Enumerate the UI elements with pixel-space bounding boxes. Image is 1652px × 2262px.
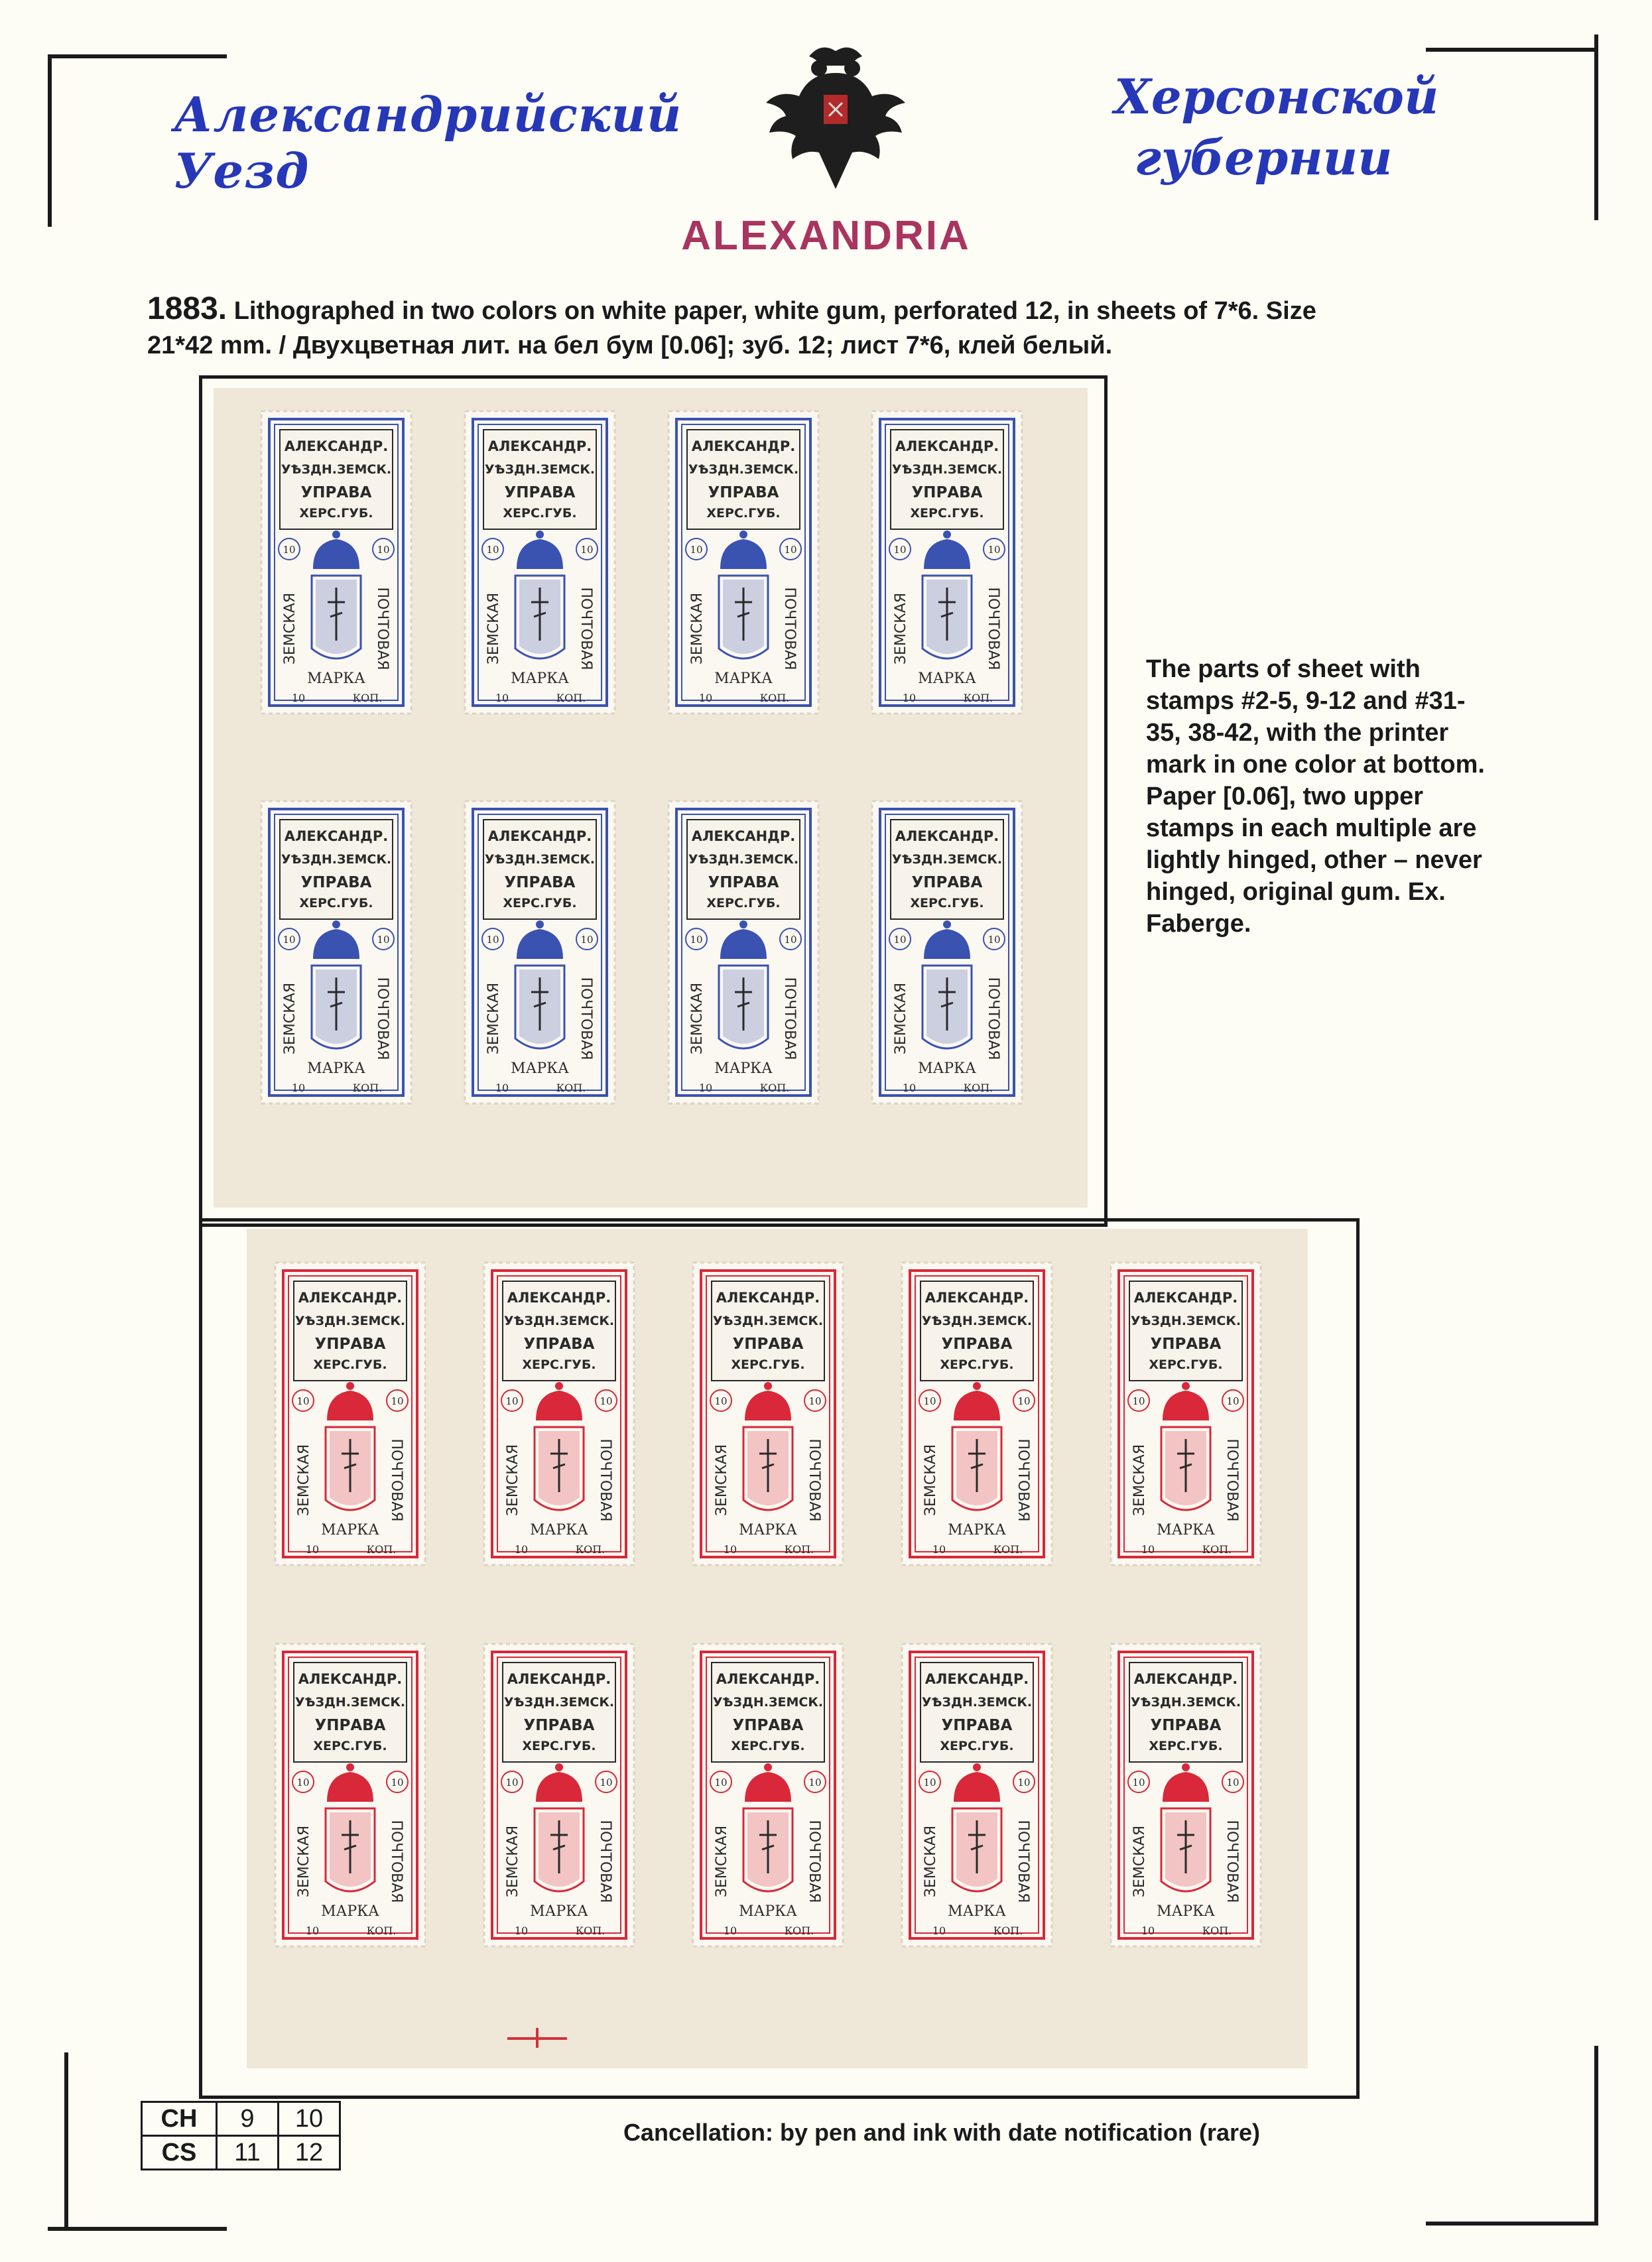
catalog-table	[141, 2101, 341, 2170]
svg-text:УПРАВА: УПРАВА	[911, 484, 983, 501]
svg-text:АЛЕКСАНДР.: АЛЕКСАНДР.	[298, 1290, 403, 1306]
svg-text:УПРАВА: УПРАВА	[708, 484, 779, 501]
svg-text:КОП.: КОП.	[784, 1543, 814, 1556]
svg-text:10: 10	[514, 1543, 529, 1556]
svg-text:УПРАВА: УПРАВА	[941, 1336, 1013, 1353]
svg-text:АЛЕКСАНДР.: АЛЕКСАНДР.	[691, 828, 796, 844]
svg-text:ЗЕМСКАЯ: ЗЕМСКАЯ	[282, 592, 298, 665]
svg-text:МАРКА: МАРКА	[948, 1903, 1006, 1920]
svg-text:10: 10	[391, 1777, 404, 1789]
svg-text:10: 10	[723, 1543, 737, 1556]
svg-text:ЗЕМСКАЯ: ЗЕМСКАЯ	[1131, 1825, 1148, 1898]
svg-text:МАРКА: МАРКА	[321, 1522, 379, 1539]
corner-bracket-bottom-right-h	[1426, 2222, 1598, 2226]
svg-text:10: 10	[296, 1777, 310, 1789]
svg-text:10: 10	[291, 692, 306, 704]
intro-text	[147, 292, 1527, 363]
catalog-value: 11	[217, 2136, 279, 2170]
svg-text:ХЕРС.ГУБ.: ХЕРС.ГУБ.	[1149, 1739, 1223, 1753]
stamp	[901, 1643, 1053, 1948]
svg-text:МАРКА: МАРКА	[511, 670, 569, 687]
svg-text:УѢЗДН.ЗЕМСК.: УѢЗДН.ЗЕМСК.	[484, 462, 596, 477]
stamp	[871, 800, 1023, 1105]
svg-text:ПОЧТОВАЯ: ПОЧТОВАЯ	[1015, 1820, 1031, 1903]
svg-text:КОП.: КОП.	[993, 1924, 1023, 1937]
svg-text:УѢЗДН.ЗЕМСК.: УѢЗДН.ЗЕМСК.	[281, 462, 392, 477]
stamp	[464, 800, 616, 1105]
header-district-script: Александрийский Уезд	[174, 86, 682, 199]
svg-text:УПРАВА: УПРАВА	[911, 874, 983, 891]
svg-text:МАРКА: МАРКА	[530, 1522, 588, 1539]
svg-text:УѢЗДН.ЗЕМСК.: УѢЗДН.ЗЕМСК.	[294, 1314, 406, 1328]
svg-text:МАРКА: МАРКА	[739, 1903, 797, 1920]
svg-text:10: 10	[1017, 1777, 1031, 1789]
svg-text:ХЕРС.ГУБ.: ХЕРС.ГУБ.	[940, 1739, 1014, 1753]
intro-line1-text: Lithographed in two colors on white paper, white gum, perforated 12, in sheets of 7*6. Size	[233, 297, 1316, 325]
svg-text:10: 10	[495, 692, 509, 704]
svg-text:ХЕРС.ГУБ.: ХЕРС.ГУБ.	[299, 896, 373, 911]
catalog-row	[142, 2136, 340, 2170]
cancellation-note: Cancellation: by pen and ink with date notification (rare)	[623, 2119, 1261, 2146]
svg-text:ХЕРС.ГУБ.: ХЕРС.ГУБ.	[910, 896, 984, 911]
svg-text:ЗЕМСКАЯ: ЗЕМСКАЯ	[296, 1444, 312, 1517]
svg-text:10: 10	[600, 1395, 613, 1407]
svg-text:АЛЕКСАНДР.: АЛЕКСАНДР.	[1133, 1671, 1238, 1687]
svg-text:УПРАВА: УПРАВА	[300, 874, 372, 891]
svg-text:ХЕРС.ГУБ.: ХЕРС.ГУБ.	[910, 506, 984, 521]
svg-text:КОП.: КОП.	[963, 1082, 993, 1094]
svg-text:10: 10	[1226, 1395, 1239, 1407]
svg-text:КОП.: КОП.	[1202, 1543, 1232, 1556]
svg-text:10: 10	[305, 1924, 320, 1937]
svg-text:ПОЧТОВАЯ: ПОЧТОВАЯ	[985, 977, 1001, 1060]
svg-text:УПРАВА: УПРАВА	[941, 1717, 1013, 1734]
svg-text:УѢЗДН.ЗЕМСК.: УѢЗДН.ЗЕМСК.	[891, 852, 1003, 867]
svg-text:УПРАВА: УПРАВА	[300, 484, 372, 501]
corner-bracket-top-left-h	[48, 54, 227, 58]
stamp	[260, 410, 413, 715]
intro-year: 1883.	[147, 291, 227, 326]
svg-text:10: 10	[486, 934, 499, 946]
svg-text:УПРАВА: УПРАВА	[1150, 1336, 1222, 1353]
svg-text:МАРКА: МАРКА	[321, 1903, 379, 1920]
stamp	[1110, 1261, 1262, 1566]
svg-text:ЗЕМСКАЯ: ЗЕМСКАЯ	[505, 1825, 521, 1898]
svg-text:ЗЕМСКАЯ: ЗЕМСКАЯ	[485, 592, 502, 665]
stamp	[871, 410, 1023, 715]
svg-text:10: 10	[1226, 1777, 1239, 1789]
svg-text:КОП.: КОП.	[1202, 1924, 1232, 1937]
svg-text:ЗЕМСКАЯ: ЗЕМСКАЯ	[505, 1444, 521, 1517]
printer-mark-center	[536, 2028, 539, 2048]
svg-text:КОП.: КОП.	[556, 692, 586, 704]
svg-text:10: 10	[723, 1924, 737, 1937]
svg-text:10: 10	[902, 692, 917, 704]
svg-text:10: 10	[893, 934, 907, 946]
svg-text:МАРКА: МАРКА	[1157, 1903, 1215, 1920]
stamp	[274, 1643, 426, 1948]
catalog-row	[142, 2102, 340, 2136]
svg-text:УПРАВА: УПРАВА	[504, 874, 576, 891]
svg-text:10: 10	[784, 544, 797, 556]
page-title: ALEXANDRIA	[681, 213, 971, 259]
svg-text:УѢЗДН.ЗЕМСК.: УѢЗДН.ЗЕМСК.	[712, 1695, 824, 1710]
svg-text:ПОЧТОВАЯ: ПОЧТОВАЯ	[781, 977, 798, 1060]
svg-text:МАРКА: МАРКА	[530, 1903, 588, 1920]
header-province-line2: губернии	[1134, 129, 1393, 186]
stamp	[483, 1261, 635, 1566]
svg-text:АЛЕКСАНДР.: АЛЕКСАНДР.	[284, 438, 389, 454]
svg-text:УѢЗДН.ЗЕМСК.: УѢЗДН.ЗЕМСК.	[1130, 1314, 1241, 1328]
svg-text:10: 10	[291, 1082, 306, 1094]
svg-text:КОП.: КОП.	[575, 1924, 605, 1937]
svg-text:10: 10	[305, 1543, 320, 1556]
svg-text:ПОЧТОВАЯ: ПОЧТОВАЯ	[374, 587, 391, 670]
svg-text:10: 10	[923, 1777, 936, 1789]
svg-text:ПОЧТОВАЯ: ПОЧТОВАЯ	[597, 1438, 613, 1522]
svg-text:АЛЕКСАНДР.: АЛЕКСАНДР.	[284, 828, 389, 844]
catalog-value: 12	[279, 2136, 340, 2170]
svg-text:УПРАВА: УПРАВА	[523, 1336, 595, 1353]
svg-text:ЗЕМСКАЯ: ЗЕМСКАЯ	[296, 1825, 312, 1898]
svg-text:10: 10	[495, 1082, 509, 1094]
catalog-value: 10	[279, 2102, 340, 2136]
svg-text:10: 10	[932, 1924, 946, 1937]
svg-text:ПОЧТОВАЯ: ПОЧТОВАЯ	[806, 1438, 822, 1522]
svg-text:КОП.: КОП.	[963, 692, 993, 704]
svg-text:ХЕРС.ГУБ.: ХЕРС.ГУБ.	[1149, 1357, 1223, 1372]
svg-text:10: 10	[893, 544, 907, 556]
svg-text:ХЕРС.ГУБ.: ХЕРС.ГУБ.	[503, 896, 577, 911]
imperial-eagle-icon	[763, 36, 909, 192]
svg-text:ПОЧТОВАЯ: ПОЧТОВАЯ	[1224, 1438, 1240, 1522]
svg-text:МАРКА: МАРКА	[918, 670, 976, 687]
svg-text:10: 10	[600, 1777, 613, 1789]
svg-text:КОП.: КОП.	[993, 1543, 1023, 1556]
svg-text:ХЕРС.ГУБ.: ХЕРС.ГУБ.	[299, 506, 373, 521]
svg-text:10: 10	[1132, 1395, 1145, 1407]
svg-text:10: 10	[690, 544, 703, 556]
svg-text:ЗЕМСКАЯ: ЗЕМСКАЯ	[893, 592, 909, 665]
svg-text:ЗЕМСКАЯ: ЗЕМСКАЯ	[922, 1444, 939, 1517]
svg-text:10: 10	[505, 1777, 519, 1789]
svg-text:10: 10	[698, 692, 713, 704]
svg-text:10: 10	[784, 934, 797, 946]
stamp	[274, 1261, 426, 1566]
svg-text:ХЕРС.ГУБ.: ХЕРС.ГУБ.	[503, 506, 577, 521]
svg-text:ПОЧТОВАЯ: ПОЧТОВАЯ	[1015, 1438, 1031, 1522]
svg-text:10: 10	[580, 544, 594, 556]
svg-text:10: 10	[296, 1395, 310, 1407]
corner-bracket-top-right-h	[1426, 48, 1598, 52]
svg-text:10: 10	[283, 934, 296, 946]
svg-text:УѢЗДН.ЗЕМСК.: УѢЗДН.ЗЕМСК.	[484, 852, 596, 867]
svg-text:УПРАВА: УПРАВА	[504, 484, 576, 501]
svg-text:УПРАВА: УПРАВА	[708, 874, 779, 891]
svg-text:МАРКА: МАРКА	[307, 670, 365, 687]
svg-text:10: 10	[987, 544, 1001, 556]
svg-text:ПОЧТОВАЯ: ПОЧТОВАЯ	[806, 1820, 822, 1903]
svg-text:УѢЗДН.ЗЕМСК.: УѢЗДН.ЗЕМСК.	[921, 1314, 1033, 1328]
svg-text:УѢЗДН.ЗЕМСК.: УѢЗДН.ЗЕМСК.	[688, 852, 799, 867]
svg-text:АЛЕКСАНДР.: АЛЕКСАНДР.	[924, 1290, 1029, 1306]
svg-text:ПОЧТОВАЯ: ПОЧТОВАЯ	[578, 977, 594, 1060]
svg-text:ПОЧТОВАЯ: ПОЧТОВАЯ	[597, 1820, 613, 1903]
corner-bracket-bottom-right-v	[1594, 2046, 1598, 2224]
svg-text:10: 10	[283, 544, 296, 556]
svg-text:ЗЕМСКАЯ: ЗЕМСКАЯ	[714, 1825, 730, 1898]
svg-text:АЛЕКСАНДР.: АЛЕКСАНДР.	[507, 1671, 611, 1687]
svg-text:ПОЧТОВАЯ: ПОЧТОВАЯ	[388, 1820, 405, 1903]
svg-text:МАРКА: МАРКА	[948, 1522, 1006, 1539]
svg-text:ЗЕМСКАЯ: ЗЕМСКАЯ	[282, 982, 298, 1055]
svg-text:10: 10	[514, 1924, 529, 1937]
svg-text:ПОЧТОВАЯ: ПОЧТОВАЯ	[388, 1438, 405, 1522]
svg-text:АЛЕКСАНДР.: АЛЕКСАНДР.	[298, 1671, 403, 1687]
svg-text:ЗЕМСКАЯ: ЗЕМСКАЯ	[714, 1444, 730, 1517]
svg-text:МАРКА: МАРКА	[307, 1060, 365, 1077]
svg-text:ХЕРС.ГУБ.: ХЕРС.ГУБ.	[522, 1357, 596, 1372]
svg-text:АЛЕКСАНДР.: АЛЕКСАНДР.	[716, 1290, 820, 1306]
svg-text:МАРКА: МАРКА	[511, 1060, 569, 1077]
svg-text:ХЕРС.ГУБ.: ХЕРС.ГУБ.	[706, 896, 781, 911]
side-note: The parts of sheet with stamps #2-5, 9-12 and #31-35, 38-42, with the printer mark in one color at bottom. Paper [0.06], two upper stamps in each multiple are lightly hinged, other – never hinged, original gum. Ex. Faberge.	[1146, 655, 1485, 938]
svg-text:УѢЗДН.ЗЕМСК.: УѢЗДН.ЗЕМСК.	[503, 1314, 615, 1328]
svg-text:АЛЕКСАНДР.: АЛЕКСАНДР.	[924, 1671, 1029, 1687]
svg-text:МАРКА: МАРКА	[1157, 1522, 1215, 1539]
svg-text:КОП.: КОП.	[352, 692, 383, 704]
stamp	[692, 1643, 844, 1948]
header-province-line1: Херсонской	[1114, 68, 1439, 125]
svg-text:УѢЗДН.ЗЕМСК.: УѢЗДН.ЗЕМСК.	[712, 1314, 824, 1328]
svg-text:10: 10	[932, 1543, 946, 1556]
svg-text:10: 10	[698, 1082, 713, 1094]
stamp	[901, 1261, 1053, 1566]
svg-text:10: 10	[808, 1777, 822, 1789]
svg-text:10: 10	[987, 934, 1001, 946]
svg-text:УѢЗДН.ЗЕМСК.: УѢЗДН.ЗЕМСК.	[921, 1695, 1033, 1710]
svg-text:ПОЧТОВАЯ: ПОЧТОВАЯ	[781, 587, 798, 670]
svg-text:УѢЗДН.ЗЕМСК.: УѢЗДН.ЗЕМСК.	[503, 1695, 615, 1710]
svg-text:10: 10	[690, 934, 703, 946]
svg-text:УПРАВА: УПРАВА	[732, 1336, 804, 1353]
svg-text:КОП.: КОП.	[366, 1543, 397, 1556]
svg-text:МАРКА: МАРКА	[714, 670, 773, 687]
svg-text:10: 10	[391, 1395, 404, 1407]
svg-text:КОП.: КОП.	[556, 1082, 586, 1094]
svg-text:10: 10	[923, 1395, 936, 1407]
svg-text:ЗЕМСКАЯ: ЗЕМСКАЯ	[485, 982, 502, 1055]
svg-text:АЛЕКСАНДР.: АЛЕКСАНДР.	[1133, 1290, 1238, 1306]
catalog-key: CH	[142, 2102, 217, 2136]
svg-text:ХЕРС.ГУБ.: ХЕРС.ГУБ.	[731, 1357, 805, 1372]
svg-text:ХЕРС.ГУБ.: ХЕРС.ГУБ.	[706, 506, 781, 521]
stamp	[692, 1261, 844, 1566]
svg-text:ПОЧТОВАЯ: ПОЧТОВАЯ	[578, 587, 594, 670]
svg-text:АЛЕКСАНДР.: АЛЕКСАНДР.	[895, 438, 999, 454]
svg-text:10: 10	[580, 934, 594, 946]
svg-text:КОП.: КОП.	[784, 1924, 814, 1937]
svg-text:10: 10	[808, 1395, 822, 1407]
svg-text:ПОЧТОВАЯ: ПОЧТОВАЯ	[374, 977, 391, 1060]
svg-text:УПРАВА: УПРАВА	[314, 1717, 386, 1734]
svg-text:ХЕРС.ГУБ.: ХЕРС.ГУБ.	[731, 1739, 805, 1753]
svg-text:КОП.: КОП.	[759, 692, 790, 704]
stamp	[667, 800, 820, 1105]
corner-bracket-bottom-left-h	[48, 2227, 227, 2231]
svg-text:АЛЕКСАНДР.: АЛЕКСАНДР.	[487, 828, 592, 844]
intro-line2: 21*42 mm. / Двухцветная лит. на бел бум [0.06]; зуб. 12; лист 7*6, клей белый.	[147, 332, 1113, 359]
stamp	[1110, 1643, 1262, 1948]
svg-text:АЛЕКСАНДР.: АЛЕКСАНДР.	[895, 828, 999, 844]
svg-text:ЗЕМСКАЯ: ЗЕМСКАЯ	[1131, 1444, 1148, 1517]
stamp	[483, 1643, 635, 1948]
svg-text:АЛЕКСАНДР.: АЛЕКСАНДР.	[691, 438, 796, 454]
corner-bracket-bottom-left-v	[64, 2052, 68, 2230]
svg-text:АЛЕКСАНДР.: АЛЕКСАНДР.	[507, 1290, 611, 1306]
svg-text:МАРКА: МАРКА	[918, 1060, 976, 1077]
catalog-value: 9	[217, 2102, 279, 2136]
svg-text:ХЕРС.ГУБ.: ХЕРС.ГУБ.	[313, 1739, 387, 1753]
svg-text:МАРКА: МАРКА	[739, 1522, 797, 1539]
svg-text:10: 10	[1132, 1777, 1145, 1789]
svg-text:УПРАВА: УПРАВА	[732, 1717, 804, 1734]
svg-text:УѢЗДН.ЗЕМСК.: УѢЗДН.ЗЕМСК.	[294, 1695, 406, 1710]
svg-text:10: 10	[1017, 1395, 1031, 1407]
intro-line1	[147, 292, 1527, 328]
svg-text:КОП.: КОП.	[575, 1543, 605, 1556]
svg-text:АЛЕКСАНДР.: АЛЕКСАНДР.	[716, 1671, 820, 1687]
svg-text:УПРАВА: УПРАВА	[523, 1717, 595, 1734]
stamp	[260, 800, 413, 1105]
corner-bracket-top-left-v	[48, 54, 52, 227]
svg-text:10: 10	[377, 934, 390, 946]
svg-text:10: 10	[505, 1395, 519, 1407]
svg-text:УѢЗДН.ЗЕМСК.: УѢЗДН.ЗЕМСК.	[891, 462, 1003, 477]
svg-text:10: 10	[486, 544, 499, 556]
stamp	[464, 410, 616, 715]
svg-text:10: 10	[714, 1395, 728, 1407]
svg-text:ЗЕМСКАЯ: ЗЕМСКАЯ	[689, 592, 706, 665]
corner-bracket-top-right-v	[1594, 34, 1598, 220]
svg-text:ЗЕМСКАЯ: ЗЕМСКАЯ	[689, 982, 706, 1055]
svg-text:10: 10	[1141, 1924, 1155, 1937]
header-province-script	[1114, 66, 1439, 188]
svg-text:ЗЕМСКАЯ: ЗЕМСКАЯ	[893, 982, 909, 1055]
svg-text:КОП.: КОП.	[759, 1082, 790, 1094]
svg-text:ХЕРС.ГУБ.: ХЕРС.ГУБ.	[313, 1357, 387, 1372]
svg-text:АЛЕКСАНДР.: АЛЕКСАНДР.	[487, 438, 592, 454]
svg-text:УѢЗДН.ЗЕМСК.: УѢЗДН.ЗЕМСК.	[1130, 1695, 1241, 1710]
svg-text:УПРАВА: УПРАВА	[314, 1336, 386, 1353]
svg-text:МАРКА: МАРКА	[714, 1060, 773, 1077]
svg-text:10: 10	[377, 544, 390, 556]
svg-text:10: 10	[902, 1082, 917, 1094]
catalog-key: CS	[142, 2136, 217, 2170]
svg-text:УПРАВА: УПРАВА	[1150, 1717, 1222, 1734]
svg-text:ХЕРС.ГУБ.: ХЕРС.ГУБ.	[940, 1357, 1014, 1372]
svg-text:УѢЗДН.ЗЕМСК.: УѢЗДН.ЗЕМСК.	[688, 462, 799, 477]
svg-text:ПОЧТОВАЯ: ПОЧТОВАЯ	[1224, 1820, 1240, 1903]
svg-text:10: 10	[1141, 1543, 1155, 1556]
svg-text:ЗЕМСКАЯ: ЗЕМСКАЯ	[922, 1825, 939, 1898]
svg-text:УѢЗДН.ЗЕМСК.: УѢЗДН.ЗЕМСК.	[281, 852, 392, 867]
stamp	[667, 410, 820, 715]
svg-text:ПОЧТОВАЯ: ПОЧТОВАЯ	[985, 587, 1001, 670]
svg-text:КОП.: КОП.	[352, 1082, 383, 1094]
svg-text:КОП.: КОП.	[366, 1924, 397, 1937]
svg-text:10: 10	[714, 1777, 728, 1789]
svg-text:ХЕРС.ГУБ.: ХЕРС.ГУБ.	[522, 1739, 596, 1753]
